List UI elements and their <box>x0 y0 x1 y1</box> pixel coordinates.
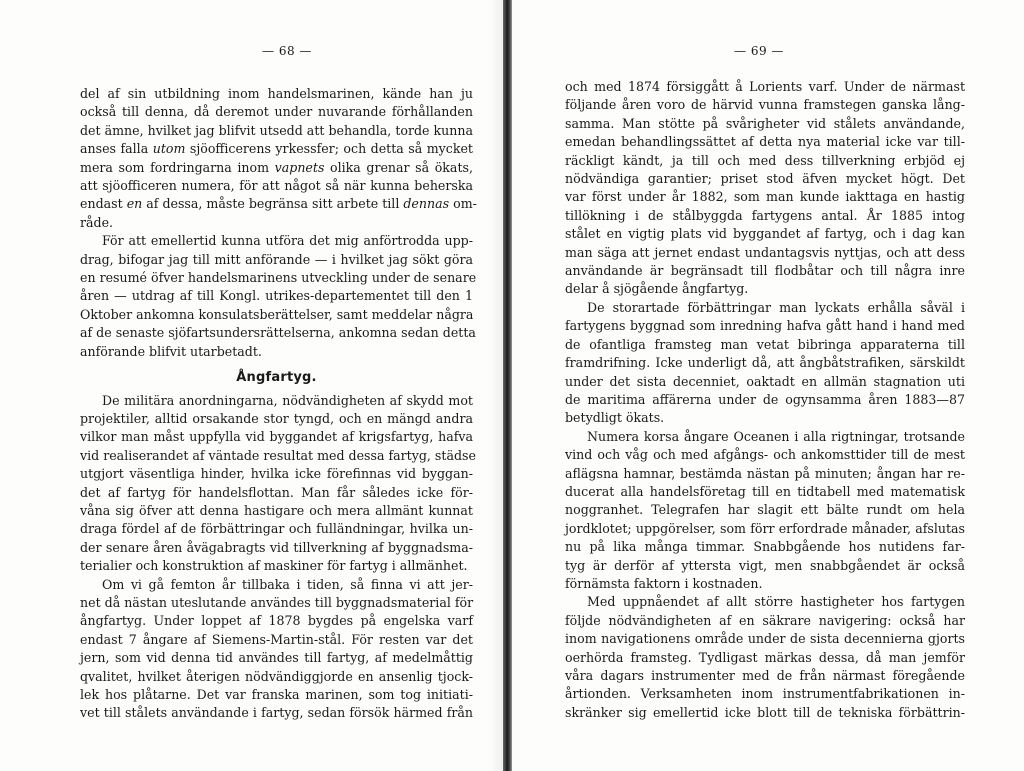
text-line: mera som fordringarna inom vapnets olika grenar så ökats, <box>80 159 473 175</box>
italic-word: vapnets <box>274 159 325 175</box>
text-line: aflägsna hamnar, bestämda nästan på minuten; ångan har re- <box>565 465 965 481</box>
text-line: utgjort väsentliga hinder, hvilka icke förefinnas vid byggan- <box>80 466 473 482</box>
text-line: följande åren voro de härvid vunna framstegen ganska lång- <box>565 97 965 113</box>
text-line: skränker sig emellertid icke blott till de tekniska förbättrin- <box>565 704 965 720</box>
text-line: nödvändiga garantier; priset stod äfven mycket högt. Det <box>565 171 965 187</box>
page-number: — 68 — <box>262 44 312 58</box>
text-line: anses falla utom sjöofficerens yrkessfer; och detta så mycket <box>80 141 473 157</box>
text-line: oerhörda framsteg. Tydligast märkas dessa, då man jemför <box>565 649 965 665</box>
text-line: vind och våg och med afgångs- och ankomsttider till de mest <box>565 447 965 463</box>
text-line: terialier och konstruktion af maskiner för fartyg i allmänhet. <box>80 558 468 574</box>
text-line: tillökning i de stålbyggda fartygens antal. År 1885 intog <box>565 207 965 223</box>
page-text <box>80 85 477 723</box>
text-line: fartygens byggnad som inredning hafva gått hand i hand med <box>565 318 965 334</box>
book-gutter <box>503 0 512 771</box>
text-line: Numera korsa ångare Oceanen i alla rigtningar, trotsande <box>587 428 965 444</box>
text-line: samma. Man stötte på svårigheter vid stålets användande, <box>565 115 965 131</box>
text-line: De storartade förbättringar man lyckats erhålla såväl i <box>587 299 965 315</box>
text-line: ducerat alla handelsföretag till en tidtabell med matematisk <box>565 483 965 499</box>
text-line: Oktober ankomna konsulatsberättelser, samt meddelar några <box>80 306 474 322</box>
text-line: inom navigationens område under de sista decennierna gjorts <box>565 631 965 647</box>
page-text <box>565 78 965 722</box>
text-line: endast en af dessa, måste begränsa sitt arbete till dennas om- <box>80 196 477 212</box>
text-line: ångfartyg. Under loppet af 1878 bygdes på engelska varf <box>80 613 473 629</box>
text-line: det ämne, hvilket jag blifvit utsedd att behandla, torde kunna <box>80 122 473 138</box>
italic-word: dennas <box>403 196 450 212</box>
text-line: var först under år 1882, som man kunde iakttaga en hastig <box>565 189 965 205</box>
text-line: råde. <box>80 214 114 230</box>
text-line: också till denna, då deremot under nuvarande förhållanden <box>80 104 473 120</box>
text-line: Om vi gå femton år tillbaka i tiden, så finna vi att jer- <box>102 576 473 592</box>
text-line: en resumé öfver handelsmarinens utveckling under de senare <box>80 270 477 286</box>
text-line: emedan behandlingssättet af detta nya material icke var till- <box>565 134 965 150</box>
left-page <box>0 0 505 771</box>
text-line: årtionden. Verksamheten inom instrumentfabrikationen in- <box>565 686 965 702</box>
text-line: jern, som vid denna tid användes till fartyg, af medelmåttig <box>80 650 473 666</box>
text-line: För att emellertid kunna utföra det mig anförtrodda upp- <box>102 233 473 249</box>
text-line: del af sin utbildning inom handelsmarinen, kände han ju <box>80 86 473 101</box>
text-line: de ofantliga framsteg man vetat bibringa apparaterna till <box>565 336 965 352</box>
text-line: Med uppnåendet af allt större hastigheter hos fartygen <box>587 594 965 610</box>
text-line: åren — utdrag af till Kongl. utrikes-departementet till den 1 <box>80 288 473 304</box>
text-line: endast 7 ångare af Siemens-Martin-stål. För resten var det <box>80 631 473 647</box>
text-line: noggranhet. Telegrafen har slagit ett bälte rundt om hela <box>565 502 965 518</box>
text-line: vid realiserandet af väntade resultat med dessa fartyg, städse <box>80 447 476 463</box>
section-heading: Ångfartyg. <box>236 370 317 386</box>
text-line: användande är begränsadt till flodbåtar och till några inre <box>565 263 965 279</box>
text-line: vet till stålets användande i fartyg, sedan försök härmed från <box>80 705 473 721</box>
text-line: net då nästan uteslutande användes till byggnadsmaterial för <box>80 594 474 610</box>
text-line: af de senaste sjöfartsundersrättelserna, ankomna sedan detta <box>80 325 476 341</box>
text-line: följde nödvändigheten af en säkrare navigering: också har <box>565 612 965 628</box>
text-line: qvalitet, hvilket återigen nödvändiggjorde en ansenlig tjock- <box>80 668 473 684</box>
text-line: framdrifning. Icke underligt då, att ångbåtstrafiken, särskildt <box>565 355 965 371</box>
text-line: betydligt ökats. <box>565 410 665 426</box>
italic-word: en <box>126 196 143 212</box>
text-line: räckligt kändt, ja till och med dess tillverkning erbjöd ej <box>565 152 965 168</box>
italic-word: utom <box>152 141 186 157</box>
text-line: förnämsta faktorn i kostnaden. <box>565 575 763 591</box>
text-line: stålet en vigtig plats vid byggandet af fartyg, och i dag kan <box>565 226 965 242</box>
text-line: draga fördel af de förbättringar och fulländningar, hvilka un- <box>80 521 473 537</box>
gutter-shadow <box>490 0 504 771</box>
text-line: jordklotet; uppgörelser, som förr erfordrade månader, afslutas <box>565 520 965 536</box>
text-line: nu på lika många timmar. Snabbgående hos nutidens far- <box>565 539 965 555</box>
text-line: De militära anordningarna, nödvändigheten af skydd mot <box>102 392 473 408</box>
text-line: man säga att jernet endast undantagsvis nyttjas, och att dess <box>565 244 965 260</box>
text-line: projektiler, alltid orsakande stor tyngd, och en mängd andra <box>80 410 473 426</box>
text-line: delar å sjögående ångfartyg. <box>565 281 749 297</box>
right-page <box>512 0 1024 771</box>
page-number: — 69 — <box>734 44 784 58</box>
text-line: der senare åren åvägabragts vid tillverkning af byggnadsma- <box>80 539 473 555</box>
text-line: våna sig öfver att denna hastigare och mera allmänt kunnat <box>80 502 473 518</box>
text-line: de maritima affärerna under de ogynsamma åren 1883—87 <box>565 391 965 407</box>
text-line: lek hos plåtarne. Det var franska marinen, som tog initiati- <box>80 687 473 702</box>
text-line: våra dagars instrumenter med de från närmast föregående <box>565 668 965 683</box>
text-line: och med 1874 försiggått å Lorients varf. Under de närmast <box>565 79 965 94</box>
text-line: det af fartyg för handelsflottan. Man får således icke för- <box>80 484 473 500</box>
text-line: drag, bifogar jag till mitt anförande — i hvilket jag sökt göra <box>80 251 473 267</box>
text-line: att sjöofficeren numera, för att något så när kunna beherska <box>80 178 473 194</box>
text-line: tyg är derför af yttersta vigt, men snabbgåendet är också <box>565 557 965 573</box>
text-line: under det sista decenniet, oaktadt en allmän stagnation uti <box>565 373 965 389</box>
text-line: vilkor man måst uppfylla vid byggandet af krigsfartyg, hafva <box>80 429 473 445</box>
text-line: anförande blifvit utarbetadt. <box>80 343 262 359</box>
